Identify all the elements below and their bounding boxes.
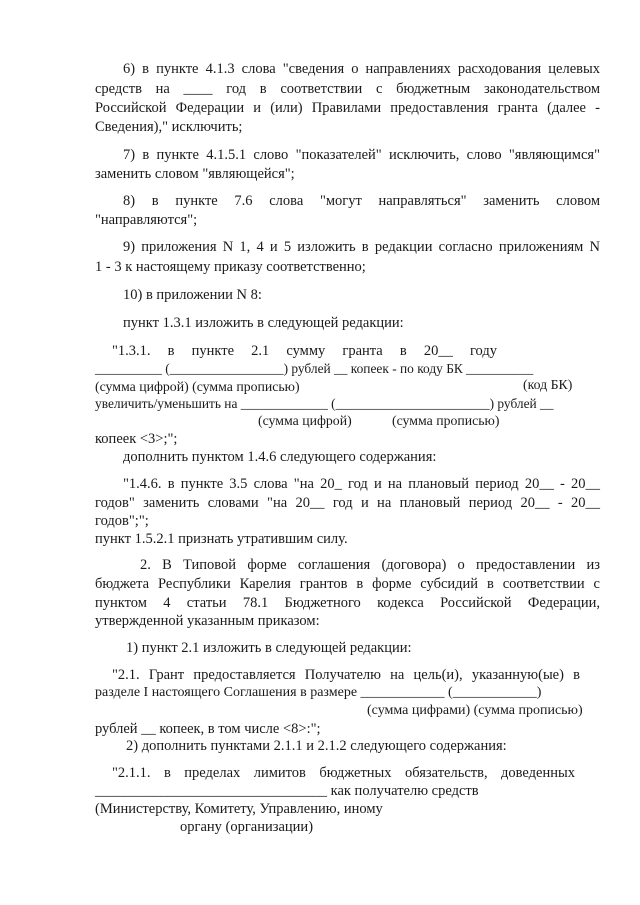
text-line: (Министерству, Комитету, Управлению, иному — [95, 801, 383, 817]
text-line: Сведения)," исключить; — [95, 119, 243, 135]
text-line: разделе I настоящего Соглашения в размере ____________ (____________) — [95, 685, 542, 700]
text-line: (сумма цифрой) (сумма прописью) — [95, 379, 300, 394]
text-line: рублей __ копеек, в том числе <8>:"; — [95, 721, 321, 737]
text-line: ________________________________ как получателю средств — [95, 783, 479, 799]
text-line: (сумма цифрами) (сумма прописью) — [367, 703, 583, 718]
text-line: 10) в приложении N 8: — [123, 287, 262, 303]
text-line: годов" заменить словами "на 20__ год и на плановый период 20__ - 20__ — [95, 495, 600, 511]
text-line: "1.3.1. в пункте 2.1 сумму гранта в 20__ году — [112, 343, 497, 359]
text-line: 9) приложения N 1, 4 и 5 изложить в редакции согласно приложениям N — [123, 239, 600, 255]
text-line: 7) в пункте 4.1.5.1 слово "показателей" исключить, слово "являющимся" — [123, 147, 600, 163]
text-line: 2. В Типовой форме соглашения (договора) о предоставлении из — [140, 557, 600, 573]
text-line: 1 - 3 к настоящему приказу соответственно; — [95, 259, 366, 275]
text-line: (код БК) — [523, 377, 573, 392]
text-line: годов";"; — [95, 513, 149, 529]
text-line: (сумма прописью) — [392, 413, 500, 428]
text-line: "1.4.6. в пункте 3.5 слова "на 20_ год и на плановый период 20__ - 20__ — [123, 476, 600, 492]
text-line: "направляются"; — [95, 212, 198, 228]
text-line: пунктом 4 статьи 78.1 Бюджетного кодекса Российской Федерации, — [95, 595, 600, 611]
text-line: пункт 1.3.1 изложить в следующей редакции: — [123, 315, 404, 331]
text-line: копеек <3>;"; — [95, 431, 178, 447]
text-line: органу (организации) — [180, 819, 314, 835]
text-line: бюджета Республики Карелия грантов в форме субсидий в соответствии с — [95, 576, 600, 592]
text-line: 1) пункт 2.1 изложить в следующей редакции: — [126, 640, 412, 656]
text-line: Российской Федерации и (или) Правилами предоставления гранта (далее - — [95, 100, 600, 116]
text-line: увеличить/уменьшить на _____________ (_______________________) рублей __ — [95, 396, 554, 411]
text-line: (сумма цифрой) — [258, 413, 352, 428]
text-line: "2.1.1. в пределах лимитов бюджетных обязательств, доведенных — [112, 765, 575, 781]
text-line: __________ (_________________) рублей __ копеек - по коду БК __________ — [95, 361, 534, 376]
text-line: 8) в пункте 7.6 слова "могут направляться" заменить словом — [123, 193, 600, 209]
text-line: заменить словом "являющейся"; — [95, 166, 295, 182]
text-line: 2) дополнить пунктами 2.1.1 и 2.1.2 следующего содержания: — [126, 738, 507, 754]
text-line: пункт 1.5.2.1 признать утратившим силу. — [95, 531, 348, 547]
text-line: 6) в пункте 4.1.3 слова "сведения о направлениях расходования целевых — [123, 61, 600, 77]
text-line: дополнить пунктом 1.4.6 следующего содержания: — [123, 449, 437, 465]
text-line: "2.1. Грант предоставляется Получателю на цель(и), указанную(ые) в — [112, 667, 580, 683]
text-line: утвержденной указанным приказом: — [95, 613, 320, 629]
text-line: средств на ____ год в соответствии с бюджетным законодательством — [95, 81, 600, 97]
